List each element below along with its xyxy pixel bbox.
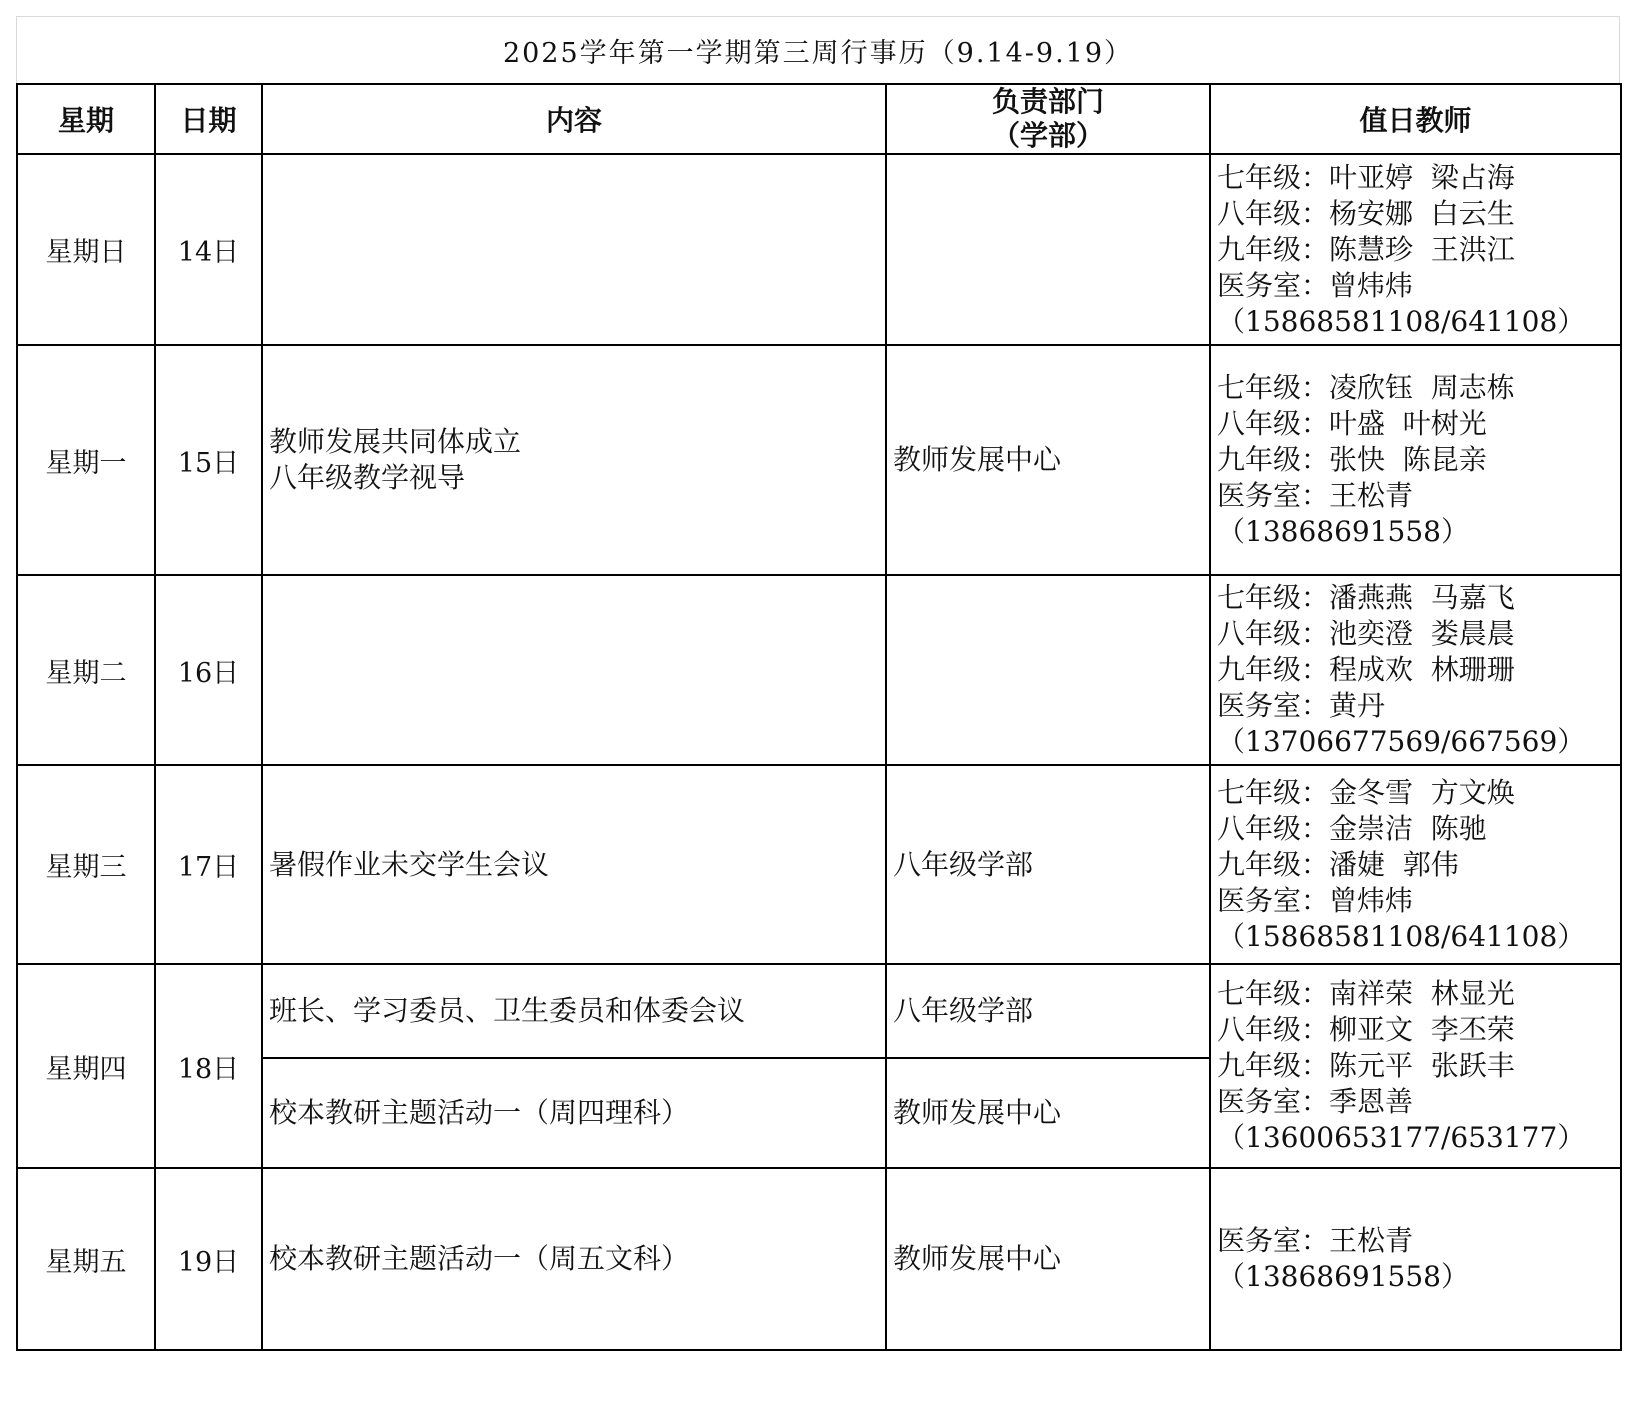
header-weekday: 星期 <box>17 84 155 154</box>
content-cell: 校本教研主题活动一（周四理科） <box>262 1058 886 1168</box>
duty-line: 七年级：叶亚婷 梁占海 <box>1217 160 1515 194</box>
content-line: 教师发展共同体成立 <box>269 425 522 458</box>
header-content: 内容 <box>262 84 886 154</box>
duty-line: 八年级：池奕澄 娄晨晨 <box>1217 617 1515 650</box>
weekday-cell: 星期日 <box>17 154 155 345</box>
content-cell <box>262 575 886 765</box>
date-cell: 18日 <box>155 964 262 1168</box>
header-date: 日期 <box>155 84 262 154</box>
duty-cell <box>1210 765 1621 964</box>
duty-line: （13868691558） <box>1217 515 1469 548</box>
duty-line: （15868581108/641108） <box>1217 919 1586 953</box>
duty-line: （13706677569/667569） <box>1217 725 1586 758</box>
row-friday <box>17 1168 1621 1350</box>
duty-line: 八年级：金崇洁 陈驰 <box>1217 811 1487 845</box>
content-cell: 班长、学习委员、卫生委员和体委会议 <box>262 964 886 1058</box>
duty-line: 医务室：黄丹 <box>1217 689 1386 722</box>
date-cell: 19日 <box>155 1168 262 1350</box>
dept-cell: 教师发展中心 <box>886 1168 1210 1350</box>
weekday-cell: 星期一 <box>17 345 155 575</box>
duty-cell <box>1210 154 1621 345</box>
date-cell: 15日 <box>155 345 262 575</box>
duty-line: 九年级：陈元平 张跃丰 <box>1217 1049 1515 1082</box>
dept-cell: 八年级学部 <box>886 765 1210 964</box>
dept-cell <box>886 154 1210 345</box>
dept-cell: 教师发展中心 <box>886 345 1210 575</box>
content-cell <box>262 345 886 575</box>
duty-line: （13600653177/653177） <box>1217 1121 1586 1154</box>
header-duty: 值日教师 <box>1210 84 1621 154</box>
duty-line: 七年级：凌欣钰 周志栋 <box>1217 371 1515 404</box>
duty-line: 七年级：潘燕燕 马嘉飞 <box>1217 581 1515 614</box>
date-cell: 17日 <box>155 765 262 964</box>
row-monday <box>17 345 1621 575</box>
row-sunday <box>17 154 1621 345</box>
content-line: 八年级教学视导 <box>269 461 466 494</box>
row-wednesday <box>17 765 1621 964</box>
header-dept-line1: 负责部门 <box>991 85 1104 118</box>
weekday-cell: 星期二 <box>17 575 155 765</box>
duty-line: 九年级：潘婕 郭伟 <box>1217 847 1459 881</box>
dept-cell: 八年级学部 <box>886 964 1210 1058</box>
content-cell: 暑假作业未交学生会议 <box>262 765 886 964</box>
duty-cell <box>1210 345 1621 575</box>
duty-line: 八年级：叶盛 叶树光 <box>1217 407 1487 440</box>
calendar-sheet <box>16 16 1620 1400</box>
page-title: 2025学年第一学期第三周行事历（9.14-9.19） <box>16 16 1620 83</box>
duty-line: 医务室：王松青 <box>1217 1224 1414 1257</box>
duty-line: 医务室：王松青 <box>1217 479 1414 512</box>
weekday-cell: 星期四 <box>17 964 155 1168</box>
duty-line: 九年级：张快 陈昆亲 <box>1217 443 1487 476</box>
duty-line: 八年级：柳亚文 李丕荣 <box>1217 1013 1515 1046</box>
duty-line: 九年级：程成欢 林珊珊 <box>1217 653 1515 686</box>
weekday-cell: 星期三 <box>17 765 155 964</box>
duty-line: 八年级：杨安娜 白云生 <box>1217 196 1515 230</box>
date-cell: 14日 <box>155 154 262 345</box>
date-cell: 16日 <box>155 575 262 765</box>
content-cell <box>262 154 886 345</box>
weekly-calendar-table <box>16 83 1622 1351</box>
duty-line: 医务室：曾炜炜 <box>1217 268 1414 302</box>
header-row <box>17 84 1621 154</box>
header-dept-line2: （学部） <box>991 119 1104 152</box>
row-thursday <box>17 964 1621 1058</box>
duty-line: 七年级：南祥荣 林显光 <box>1217 977 1515 1010</box>
duty-line: 医务室：季恩善 <box>1217 1085 1414 1118</box>
duty-cell <box>1210 1168 1621 1350</box>
duty-cell <box>1210 575 1621 765</box>
row-tuesday <box>17 575 1621 765</box>
duty-line: 七年级：金冬雪 方文焕 <box>1217 775 1515 809</box>
content-cell: 校本教研主题活动一（周五文科） <box>262 1168 886 1350</box>
duty-cell <box>1210 964 1621 1168</box>
weekday-cell: 星期五 <box>17 1168 155 1350</box>
header-dept <box>886 84 1210 154</box>
duty-line: （13868691558） <box>1217 1260 1469 1293</box>
dept-cell <box>886 575 1210 765</box>
duty-line: （15868581108/641108） <box>1217 304 1586 338</box>
duty-line: 九年级：陈慧珍 王洪江 <box>1217 232 1515 266</box>
duty-line: 医务室：曾炜炜 <box>1217 883 1414 917</box>
dept-cell: 教师发展中心 <box>886 1058 1210 1168</box>
